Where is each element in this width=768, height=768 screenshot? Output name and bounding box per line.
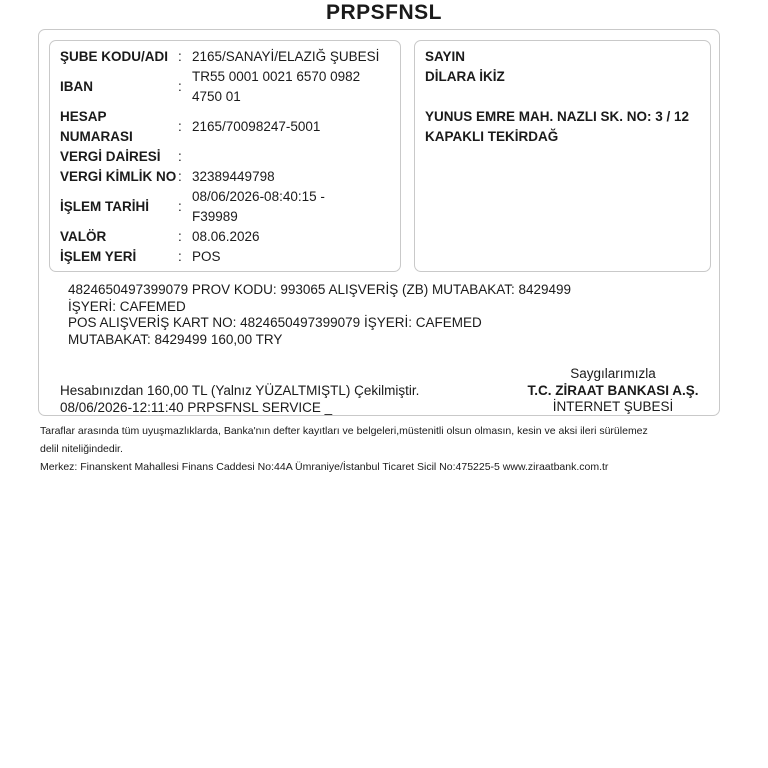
debit-summary [60,382,419,416]
colon: : [178,49,182,64]
field-value-transaction-place: POS [192,249,221,264]
document-title: PRPSFNSL [325,1,442,24]
colon: : [178,149,182,164]
colon: : [178,169,182,184]
field-value-tax-id: 32389449798 [192,169,275,184]
recipient-address-line1: YUNUS EMRE MAH. NAZLI SK. NO: 3 / 12 [425,109,690,124]
colon: : [178,199,182,214]
colon: : [178,249,182,264]
legal-note-line: delil niteliğindedir. [40,443,123,455]
field-label-branch: ŞUBE KODU/ADI [60,49,169,64]
field-label-value-date: VALÖR [60,229,107,244]
field-label-transaction-place: İŞLEM YERİ [60,249,137,264]
recipient-salutation: SAYIN [425,49,466,64]
closing-text: Saygılarımızla [570,366,656,381]
description-line: 4824650497399079 PROV KODU: 993065 ALIŞVERİŞ (ZB) MUTABAKAT: 8429499 [68,282,572,297]
signature-block [500,366,726,416]
transaction-description [68,282,708,348]
field-value-account-number: 2165/70098247-5001 [192,119,321,134]
description-line: MUTABAKAT: 8429499 160,00 TRY [68,331,283,347]
timestamp-line: 08/06/2026-12:11:40 PRPSFNSL SERVICE _ [60,400,333,415]
field-label-iban: IBAN [60,79,93,94]
description-line: İŞYERİ: CAFEMED [68,298,186,314]
field-value-iban: TR55 0001 0021 6570 0982 4750 01 [192,69,361,104]
field-value-value-date: 08.06.2026 [192,229,260,244]
headquarters-info: Merkez: Finanskent Mahallesi Finans Caddesi No:44A Ümraniye/İstanbul Ticaret Sicil No:475225-5 www.ziraatbank.com.tr [40,461,609,473]
branch-name: İNTERNET ŞUBESİ [552,399,674,414]
legal-notes [40,422,740,476]
bank-name: T.C. ZİRAAT BANKASI A.Ş. [527,382,699,398]
field-value-branch: 2165/SANAYİ/ELAZIĞ ŞUBESİ [192,49,380,64]
description-line: POS ALIŞVERİŞ KART NO: 4824650497399079 İŞYERİ: CAFEMED [68,315,482,330]
debit-statement: Hesabınızdan 160,00 TL (Yalnız YÜZALTMIŞTL) Çekilmiştir. [60,383,420,398]
colon: : [178,119,182,134]
field-label-transaction-date: İŞLEM TARİHİ [60,199,149,214]
colon: : [178,79,182,94]
field-label-tax-id: VERGİ KİMLİK NO [60,169,177,184]
field-label-account-number: HESAP NUMARASI [60,109,133,144]
colon: : [178,229,182,244]
legal-note-line: Taraflar arasında tüm uyuşmazlıklarda, Banka'nın defter kayıtları ve belgeleri,müstenitli olsun olmasın, kesin ve aksi ileri sürülemez [40,425,648,437]
field-label-tax-office: VERGİ DAİRESİ [60,149,161,164]
recipient-name: DİLARA İKİZ [425,69,505,84]
field-value-transaction-date: 08/06/2026-08:40:15 - F39989 [192,189,325,224]
recipient-address-line2: KAPAKLI TEKİRDAĞ [425,129,559,144]
